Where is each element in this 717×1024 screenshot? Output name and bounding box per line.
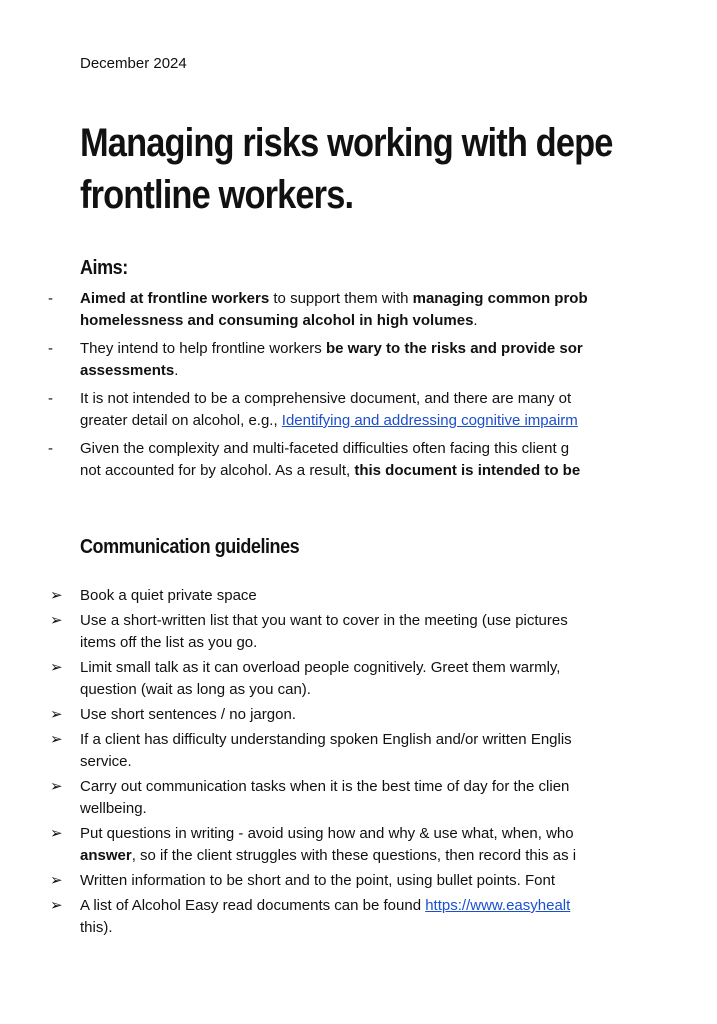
aims-list [0, 288, 717, 488]
arrow-bullet-icon: ➢ [50, 872, 63, 889]
arrow-bullet-icon: ➢ [50, 587, 63, 604]
aims-heading: Aims: [80, 257, 128, 279]
arrow-bullet-icon: ➢ [50, 706, 63, 723]
dash-bullet: - [48, 340, 53, 357]
cognitive-impairment-link[interactable]: Identifying and addressing cognitive impairm [281, 412, 578, 429]
easyhealth-link[interactable]: https://www.easyhealt [425, 897, 571, 914]
document-title [80, 117, 613, 221]
arrow-bullet-icon: ➢ [50, 659, 63, 676]
aims-item: - They intend to help frontline workers be wary to the risks and provide sor assessments. [48, 340, 583, 379]
arrow-bullet-icon: ➢ [50, 612, 63, 629]
communication-item: ➢ Book a quiet private space [0, 585, 717, 607]
dash-bullet: - [48, 440, 53, 457]
title-line-2: frontline workers. [80, 173, 354, 217]
communication-list [0, 585, 717, 942]
dash-bullet: - [48, 390, 53, 407]
dash-bullet: - [48, 290, 53, 307]
arrow-bullet-icon: ➢ [50, 731, 63, 748]
arrow-bullet-icon: ➢ [50, 778, 63, 795]
document-date: December 2024 [80, 55, 187, 72]
arrow-bullet-icon: ➢ [50, 897, 63, 914]
arrow-bullet-icon: ➢ [50, 825, 63, 842]
communication-item: ➢ Use a short-written list that you want to cover in the meeting (use pictures items off the list as you go. [50, 612, 568, 651]
title-line-1: Managing risks working with depe [80, 121, 613, 165]
communication-heading: Communication guidelines [80, 536, 300, 558]
communication-item: ➢ Use short sentences / no jargon. [0, 704, 717, 726]
communication-item: ➢ If a client has difficulty understanding spoken English and/or written Englis service. [50, 731, 572, 770]
communication-item: ➢ A list of Alcohol Easy read documents can be found https://www.easyhealt this). [50, 897, 571, 936]
communication-item: ➢ Carry out communication tasks when it is the best time of day for the clien wellbeing. [50, 778, 570, 817]
aims-item: - It is not intended to be a comprehensive document, and there are many ot greater detail on alcohol, e.g., Identifying and addressing cognitive impairm [48, 390, 578, 429]
aims-item: - Given the complexity and multi-faceted difficulties often facing this client g not accounted for by alcohol. As a result, this document is intended to be [48, 440, 581, 479]
communication-item: ➢ Limit small talk as it can overload people cognitively. Greet them warmly, question (wait as long as you can). [50, 659, 561, 698]
aims-item: - Aimed at frontline workers to support them with managing common prob homelessness and consuming alcohol in high volumes. [48, 290, 588, 329]
communication-item: ➢ Put questions in writing - avoid using how and why & use what, when, who answer, so if the client struggles with these questions, then record this as i [50, 825, 577, 864]
communication-item: ➢ Written information to be short and to the point, using bullet points. Font [0, 870, 717, 892]
